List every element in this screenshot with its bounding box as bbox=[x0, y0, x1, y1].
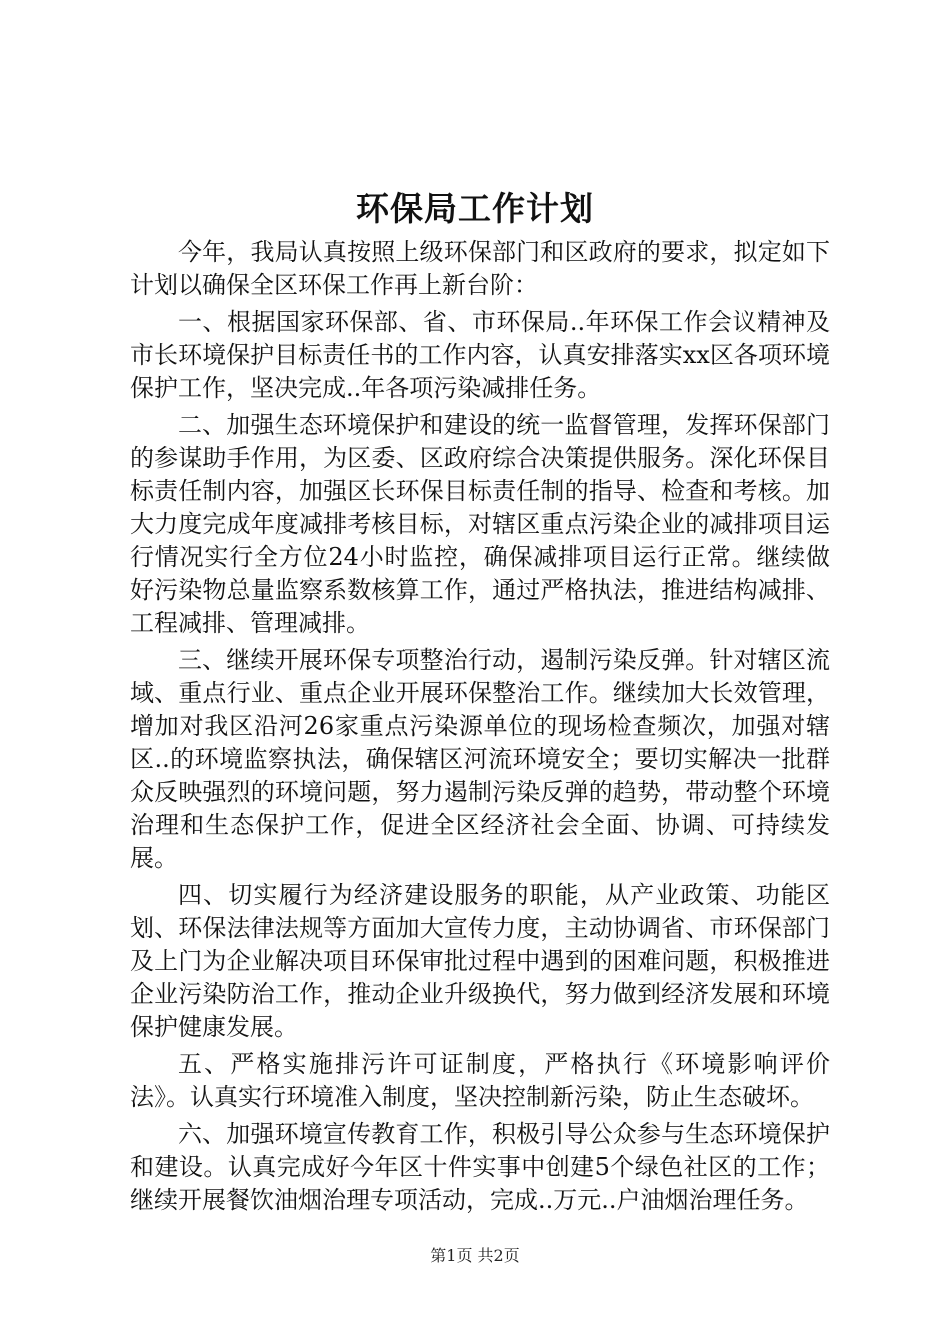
paragraph-item-1: 一、根据国家环保部、省、市环保局..年环保工作会议精神及市长环境保护目标责任书的工作内容，认真安排落实xx区各项环境保护工作，坚决完成..年各项污染减排任务。 bbox=[130, 308, 830, 402]
paragraph-item-4: 四、切实履行为经济建设服务的职能，从产业政策、功能区划、环保法律法规等方面加大宣传力度，主动协调省、市环保部门及上门为企业解决项目环保审批过程中遇到的困难问题，积极推进企业污染防治工作，推动企业升级换代，努力做到经济发展和环境保护健康发展。 bbox=[130, 881, 830, 1041]
document-body bbox=[130, 236, 830, 1221]
paragraph-item-5: 五、严格实施排污许可证制度，严格执行《环境影响评价法》。认真实行环境准入制度，坚决控制新污染，防止生态破坏。 bbox=[130, 1050, 830, 1111]
page-number-label: 第1页 共2页 bbox=[430, 1246, 520, 1265]
page-footer bbox=[0, 1246, 950, 1266]
paragraph-item-2: 二、加强生态环境保护和建设的统一监督管理，发挥环保部门的参谋助手作用，为区委、区政府综合决策提供服务。深化环保目标责任制内容，加强区长环保目标责任制的指导、检查和考核。加大力度完成年度减排考核目标，对辖区重点污染企业的减排项目运行情况实行全方位24小时监控，确保减排项目运行正常。继续做好污染物总量监察系数核算工作，通过严格执法，推进结构减排、工程减排、管理减排。 bbox=[130, 411, 830, 637]
paragraph-item-3: 三、继续开展环保专项整治行动，遏制污染反弹。针对辖区流域、重点行业、重点企业开展环保整治工作。继续加大长效管理，增加对我区沿河26家重点污染源单位的现场检查频次，加强对辖区..的环境监察执法，确保辖区河流环境安全；要切实解决一批群众反映强烈的环境问题，努力遏制污染反弹的趋势，带动整个环境治理和生态保护工作，促进全区经济社会全面、协调、可持续发展。 bbox=[130, 646, 830, 872]
document-title: 环保局工作计划 bbox=[356, 189, 594, 228]
paragraph-item-6: 六、加强环境宣传教育工作，积极引导公众参与生态环境保护和建设。认真完成好今年区十件实事中创建5个绿色社区的工作；继续开展餐饮油烟治理专项活动，完成..万元..户油烟治理任务。 bbox=[130, 1120, 830, 1214]
paragraph-intro: 今年，我局认真按照上级环保部门和区政府的要求，拟定如下计划以确保全区环保工作再上新台阶： bbox=[130, 238, 830, 299]
